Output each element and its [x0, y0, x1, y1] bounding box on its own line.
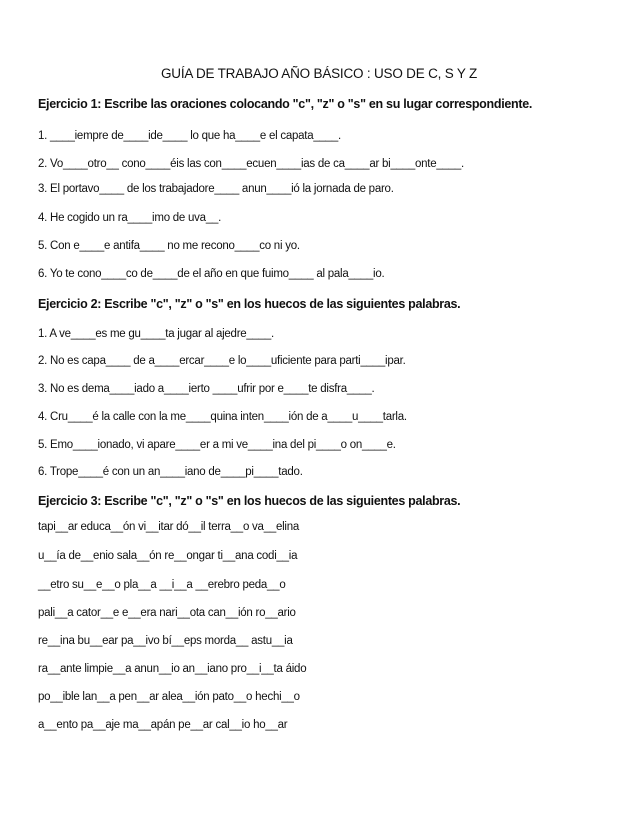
- exercise-3-line: pali__a cator__e e__era nari__ota can__ión ro__ario: [38, 607, 296, 619]
- exercise-3-line: a__ento pa__aje ma__apán pe__ar cal__io ho__ar: [38, 719, 288, 731]
- exercise-3-line: re__ina bu__ear pa__ivo bí__eps morda__ astu__ia: [38, 635, 293, 647]
- exercise-1-heading: Ejercicio 1: Escribe las oraciones colocando "c", "z" o "s" en su lugar correspondiente.: [38, 97, 533, 111]
- exercise-2-line: 1. A ve____es me gu____ta jugar al ajedre____.: [38, 328, 274, 340]
- exercise-2-line: 2. No es capa____ de a____ercar____e lo____uficiente para parti____ipar.: [38, 355, 406, 367]
- exercise-1-line: 4. He cogido un ra____imo de uva__.: [38, 212, 222, 224]
- exercise-3-line: tapi__ar educa__ón vi__itar dó__il terra__o va__elina: [38, 521, 300, 533]
- exercise-3-line: ra__ante limpie__a anun__io an__iano pro__i__ta áido: [38, 663, 307, 675]
- exercise-3-line: __etro su__e__o pla__a __i__a __erebro peda__o: [38, 579, 286, 591]
- exercise-3-line: po__ible lan__a pen__ar alea__ión pato__o hechi__o: [38, 691, 300, 703]
- exercise-1-line: 6. Yo te cono____co de____de el año en que fuimo____ al pala____io.: [38, 268, 385, 280]
- exercise-2-line: 3. No es dema____iado a____ierto ____ufrir por e____te disfra____.: [38, 383, 375, 395]
- exercise-2-line: 5. Emo____ionado, vi apare____er a mi ve____ina del pi____o on____e.: [38, 439, 396, 451]
- exercise-3-heading: Ejercicio 3: Escribe "c", "z" o "s" en los huecos de las siguientes palabras.: [38, 494, 461, 508]
- exercise-1-line: 2. Vo____otro__ cono____éis las con____ecuen____ias de ca____ar bi____onte____.: [38, 158, 464, 170]
- page-title: GUÍA DE TRABAJO AÑO BÁSICO : USO DE C, S Y Z: [160, 66, 478, 81]
- exercise-1-line: 1. ____iempre de____ide____ lo que ha____e el capata____.: [38, 130, 341, 142]
- exercise-1-line: 5. Con e____e antifa____ no me recono____co ni yo.: [38, 240, 300, 252]
- exercise-2-heading: Ejercicio 2: Escribe "c", "z" o "s" en los huecos de las siguientes palabras.: [38, 297, 461, 311]
- exercise-1-line: 3. El portavo____ de los trabajadore____ anun____ió la jornada de paro.: [38, 183, 394, 195]
- exercise-3-line: u__ía de__enio sala__ón re__ongar ti__ana codi__ia: [38, 550, 298, 562]
- exercise-2-line: 6. Trope____é con un an____iano de____pi____tado.: [38, 466, 303, 478]
- exercise-2-line: 4. Cru____é la calle con la me____quina inten____ión de a____u____tarla.: [38, 411, 407, 423]
